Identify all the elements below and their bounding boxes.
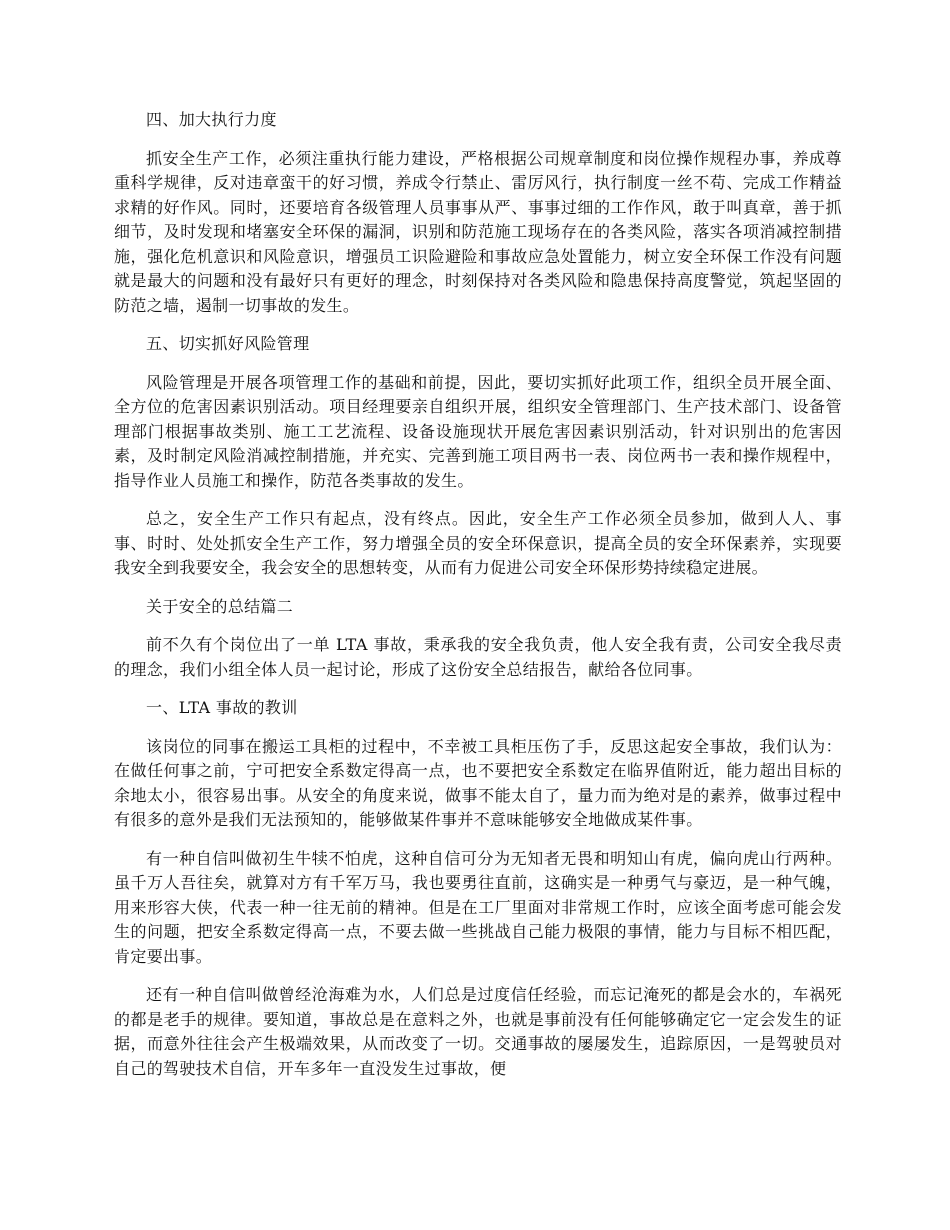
paragraph-confidence-one: 有一种自信叫做初生牛犊不怕虎，这种自信可分为无知者无畏和明知山有虎，偏向虎山行两种。虽千万人吾往矣，就算对方有千军万马，我也要勇往直前，这确实是一种勇气与豪迈，是一种气魄，用来形容大侠，代表一种一往无前的精神。但是在工厂里面对非常规工作时，应该全面考虑可能会发生的问题，把安全系数定得高一点，不要去做一些挑战自己能力极限的事情，能力与目标不相匹配，肯定要出事。 <box>114 848 842 966</box>
paragraph-execution: 抓安全生产工作，必须注重执行能力建设，严格根据公司规章制度和岗位操作规程办事，养成尊重科学规律，反对违章蛮干的好习惯，养成令行禁止、雷厉风行，执行制度一丝不苟、完成工作精益求精的好作风。同时，还要培育各级管理人员事事从严、事事过细的工作作风，敢于叫真章，善于抓细节，及时发现和堵塞安全环保的漏洞，识别和防范施工现场存在的各类风险，落实各项消减控制措施，强化危机意识和风险意识，增强员工识险避险和事故应急处置能力，树立安全环保工作没有问题就是最大的问题和没有最好只有更好的理念，时刻保持对各类风险和隐患保持高度警觉，筑起坚固的防范之墙，遏制一切事故的发生。 <box>114 148 842 315</box>
paragraph-confidence-two: 还有一种自信叫做曾经沧海难为水，人们总是过度信任经验，而忘记淹死的都是会水的，车祸死的都是老手的规律。要知道，事故总是在意料之外，也就是事前没有任何能够确定它一定会发生的证据，而意外往往会产生极端效果，从而改变了一切。交通事故的屡屡发生，追踪原因，一是驾驶员对自己的驾驶技术自信，开车多年一直没发生过事故，便 <box>114 985 842 1078</box>
article-title-part-two: 关于安全的总结篇二 <box>146 596 294 616</box>
section-heading-execution: 四、加大执行力度 <box>146 110 277 129</box>
section-heading-risk-management: 五、切实抓好风险管理 <box>146 334 310 353</box>
paragraph-conclusion: 总之，安全生产工作只有起点，没有终点。因此，安全生产工作必须全员参加，做到人人、事事、时时、处处抓安全生产工作，努力增强全员的安全环保意识，提高全员的安全环保素养，实现要我安全到我要安全，我会安全的思想转变，从而有力促进公司安全环保形势持续稳定进展。 <box>114 509 842 577</box>
paragraph-introduction: 前不久有个岗位出了一单 LTA 事故，秉承我的安全我负责，他人安全我有责，公司安全我尽责的理念，我们小组全体人员一起讨论，形成了这份安全总结报告，献给各位同事。 <box>114 635 842 679</box>
document-page <box>114 108 842 1095</box>
paragraph-lta-lessons: 该岗位的同事在搬运工具柜的过程中，不幸被工具柜压伤了手，反思这起安全事故，我们认为：在做任何事之前，宁可把安全系数定得高一点，也不要把安全系数定在临界值附近，能力超出目标的余地太小，很容易出事。从安全的角度来说，做事不能太自了，量力而为绝对是的素养，做事过程中有很多的意外是我们无法预知的，能够做某件事并不意味能够安全地做成某件事。 <box>114 736 842 829</box>
paragraph-risk-management: 风险管理是开展各项管理工作的基础和前提，因此，要切实抓好此项工作，组织全员开展全面、全方位的危害因素识别活动。项目经理要亲自组织开展，组织安全管理部门、生产技术部门、设备管理部门根据事故类别、施工工艺流程、设备设施现状开展危害因素识别活动，针对识别出的危害因素，及时制定风险消减控制措施，并充实、完善到施工项目两书一表、岗位两书一表和操作规程中，指导作业人员施工和操作，防范各类事故的发生。 <box>114 372 842 490</box>
section-heading-lta-lessons: 一、LTA 事故的教训 <box>146 698 298 717</box>
